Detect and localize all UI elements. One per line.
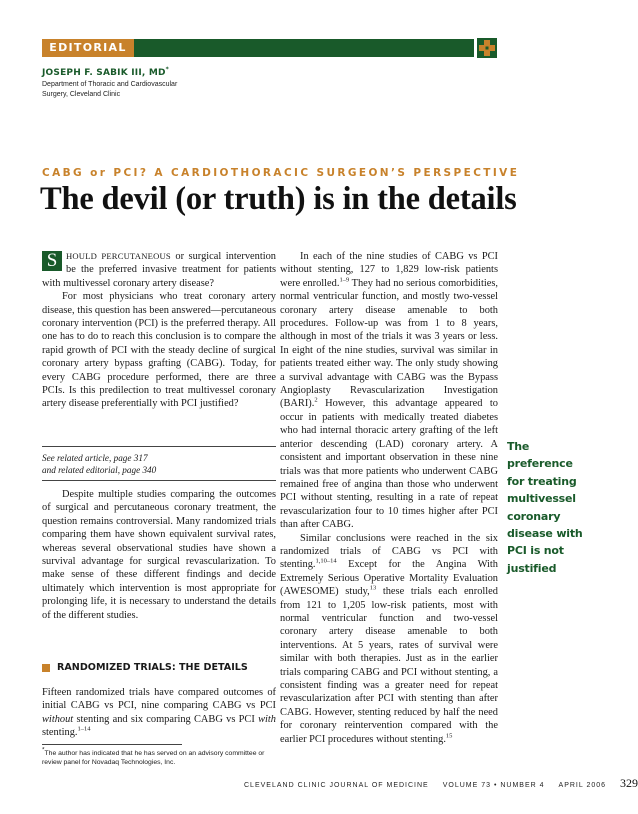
paragraph-body: Fifteen randomized trials have compared outcomes of initial CABG vs PCI, nine comparing CABG vs PCI without stenting and six comparing CABG vs PCI with stenting.$^{1-14}$ — [42, 687, 276, 739]
footnote: *The author has indicated that he has served on an advisory committee or review panel for Novadaq Technologies, Inc. — [42, 746, 265, 766]
column-1-middle — [42, 488, 276, 622]
paragraph-intro: S HOULD PERCUTANEOUS or surgical intervention be the preferred invasive treatment for patients with multivessel coronary artery disease? — [42, 250, 276, 289]
page-number: 329 — [620, 776, 638, 790]
cross-logo-icon — [477, 38, 497, 58]
paragraph-body: Similar conclusions were reached in the six randomized trials of CABG vs PCI with stenting.$^{1,10-14}$ Except for the Angina With Extremely Serious Operative Mortality Evaluation (AWESOME) study,$^{13}$ these trials each enrolled from 121 to 1,205 low-risk patients, most with normal ventricular function and two-vessel coronary artery disease amenable to both interventions. At 5 years, rates of survival were similar with both therapies. Just as in the earlier trials comparing CABG and PCI without stenting, a consistent finding was a greater need for repeat revascularization after PCI with stenting than after CABG. However, stenting reduced by half the need for coronary reintervention compared with the earlier PCI procedures without stenting.$^{15}$ — [280, 532, 498, 745]
page-footer — [244, 776, 638, 791]
divider — [42, 446, 276, 447]
issue-date: APRIL 2006 — [558, 782, 607, 789]
drop-cap: S — [42, 251, 62, 271]
journal-name: CLEVELAND CLINIC JOURNAL OF MEDICINE — [244, 782, 429, 789]
column-1-top — [42, 250, 276, 411]
divider — [42, 480, 276, 481]
section-label: EDITORIAL — [42, 39, 134, 57]
footnote-rule — [42, 744, 182, 745]
section-heading: RANDOMIZED TRIALS: THE DETAILS — [42, 662, 248, 673]
article-title: The devil (or truth) is in the details — [40, 181, 517, 217]
pull-quote: The preference for treating multivessel coronary disease with PCI is not justified — [507, 440, 583, 575]
column-2 — [280, 250, 498, 746]
column-1-bottom — [42, 686, 276, 740]
author-name: JOSEPH F. SABIK III, MD* — [42, 66, 170, 78]
article-kicker: CABG or PCI? A CARDIOTHORACIC SURGEON’S PERSPECTIVE — [42, 167, 520, 179]
paragraph-body: Despite multiple studies comparing the outcomes of surgical and percutaneous coronary treatment, the question remains controversial. Many randomized trials comparing them have shown equivalent survival rates, whereas several observational studies have shown a survival advantage for surgical revascularization. To make sense of these different findings and decide ultimately which intervention is most appropriate for prolonging life, it is necessary to understand the details of the different studies. — [42, 489, 276, 621]
paragraph-body: For most physicians who treat coronary artery disease, this question has been answered—percutaneous coronary intervention (PCI) is the preferred therapy. All one has to do to reach this conclusion is to compare the rapid growth of PCI with the steady decline of surgical coronary artery bypass grafting (CABG). Today, for every CABG procedure performed, there are three PCIs. Is this predilection to treat multivessel coronary artery disease preferentially with PCI justified? — [42, 291, 276, 410]
related-articles: See related article, page 317 and related editorial, page 340 — [42, 453, 157, 476]
square-bullet-icon — [42, 664, 50, 672]
volume-issue: VOLUME 73 • NUMBER 4 — [442, 782, 545, 789]
author-affiliation: Department of Thoracic and Cardiovascular Surgery, Cleveland Clinic — [42, 81, 178, 98]
paragraph-body: In each of the nine studies of CABG vs PCI without stenting, 127 to 1,829 low-risk patients were enrolled.$^{1-9}$ They had no serious comorbidities, normal ventricular function, and mostly two-vessel coronary artery disease amenable to both procedures. Follow-up was from 1 to 8 years, although in most of the trials it was 3 years or less. In eight of the nine studies, survival was similar in patients treated either way. The only study showing a survival advantage with CABG was the Bypass Angioplasty Revascularization Investigation (BARI).$^2$ However, this advantage appeared to occur in patients with medically treated diabetes who had internal thoracic artery grafting of the left anterior descending (LAD) coronary artery. A consistent and important observation in these nine trials was that more patients who underwent CABG remained free of angina than those who underwent PCI without stenting, resulting in a rate of repeat revascularization four to 10 times higher after PCI than after CABG. — [280, 251, 498, 531]
